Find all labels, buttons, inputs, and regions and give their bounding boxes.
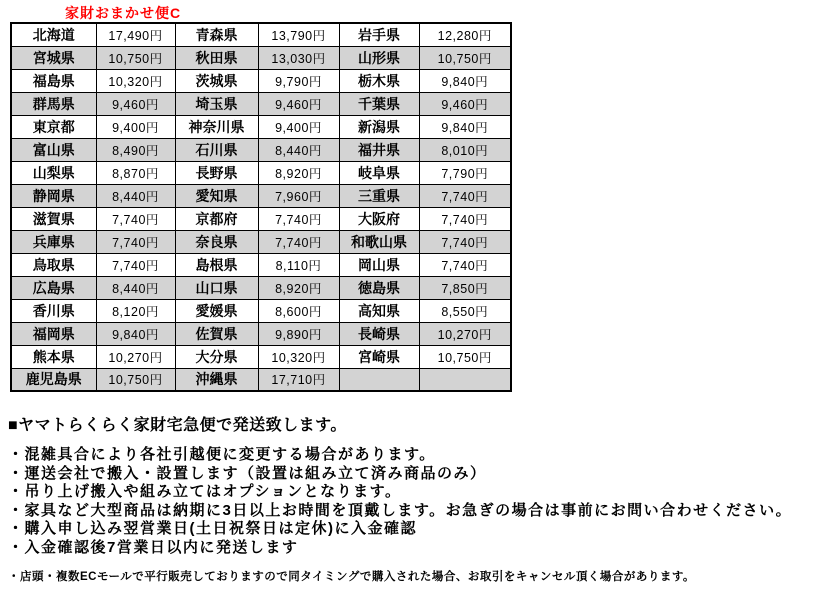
table-row: [11, 207, 511, 230]
price-cell: 8,550円: [419, 299, 511, 322]
prefecture-cell: 山口県: [175, 276, 258, 299]
price-cell: 7,740円: [258, 207, 339, 230]
table-row: [11, 69, 511, 92]
price-cell: 8,920円: [258, 161, 339, 184]
prefecture-cell: 鳥取県: [11, 253, 96, 276]
prefecture-cell: 秋田県: [175, 46, 258, 69]
prefecture-cell: 群馬県: [11, 92, 96, 115]
price-cell: 10,750円: [96, 46, 175, 69]
price-cell: 10,750円: [419, 345, 511, 368]
price-cell: 8,440円: [96, 276, 175, 299]
prefecture-cell: 滋賀県: [11, 207, 96, 230]
shipping-notes-section: [8, 412, 820, 584]
price-cell: 12,280円: [419, 23, 511, 46]
price-cell: 13,790円: [258, 23, 339, 46]
prefecture-cell: 長野県: [175, 161, 258, 184]
price-cell: 9,460円: [419, 92, 511, 115]
price-cell: 7,740円: [96, 207, 175, 230]
price-cell: 8,870円: [96, 161, 175, 184]
prefecture-cell: 福井県: [339, 138, 419, 161]
price-cell: 13,030円: [258, 46, 339, 69]
prefecture-cell: 愛媛県: [175, 299, 258, 322]
table-row: [11, 184, 511, 207]
price-cell: 7,740円: [419, 230, 511, 253]
price-cell: 8,920円: [258, 276, 339, 299]
price-cell: 9,460円: [96, 92, 175, 115]
prefecture-cell: 岩手県: [339, 23, 419, 46]
price-cell: 9,460円: [258, 92, 339, 115]
prefecture-cell: 東京都: [11, 115, 96, 138]
prefecture-cell: 石川県: [175, 138, 258, 161]
price-cell: 9,890円: [258, 322, 339, 345]
price-cell: 10,750円: [419, 46, 511, 69]
price-cell: 17,710円: [258, 368, 339, 391]
prefecture-cell: 長崎県: [339, 322, 419, 345]
prefecture-cell: 富山県: [11, 138, 96, 161]
prefecture-cell: 青森県: [175, 23, 258, 46]
prefecture-cell: 神奈川県: [175, 115, 258, 138]
prefecture-cell: 鹿児島県: [11, 368, 96, 391]
table-row: [11, 115, 511, 138]
price-cell: 7,790円: [419, 161, 511, 184]
price-cell: 7,740円: [96, 253, 175, 276]
price-cell: 10,270円: [96, 345, 175, 368]
shipping-notes-heading: ■ヤマトらくらく家財宅急便で発送致します。: [8, 417, 347, 434]
table-row: [11, 46, 511, 69]
table-row: [11, 230, 511, 253]
table-row: [11, 345, 511, 368]
prefecture-cell: 山梨県: [11, 161, 96, 184]
table-row: [11, 138, 511, 161]
prefecture-cell: 大分県: [175, 345, 258, 368]
price-cell: 9,840円: [96, 322, 175, 345]
shipping-note-item: ・家具など大型商品は納期に3日以上お時間を頂戴します。お急ぎの場合は事前にお問い合わせください。: [8, 501, 793, 519]
table-row: [11, 23, 511, 46]
table-row: [11, 322, 511, 345]
prefecture-cell: 香川県: [11, 299, 96, 322]
prefecture-cell: 宮城県: [11, 46, 96, 69]
price-cell: 8,010円: [419, 138, 511, 161]
price-cell: 9,400円: [258, 115, 339, 138]
prefecture-cell: 愛知県: [175, 184, 258, 207]
table-row: [11, 276, 511, 299]
prefecture-cell: 京都府: [175, 207, 258, 230]
price-cell: 7,740円: [419, 184, 511, 207]
shipping-fee-table: [10, 22, 512, 392]
price-cell: 7,850円: [419, 276, 511, 299]
prefecture-cell: 新潟県: [339, 115, 419, 138]
price-cell: 8,440円: [258, 138, 339, 161]
price-cell: 9,790円: [258, 69, 339, 92]
price-cell: 8,120円: [96, 299, 175, 322]
price-cell: 9,400円: [96, 115, 175, 138]
price-cell: 9,840円: [419, 69, 511, 92]
prefecture-cell: 岐阜県: [339, 161, 419, 184]
prefecture-cell: 宮崎県: [339, 345, 419, 368]
price-cell: 9,840円: [419, 115, 511, 138]
prefecture-cell: 熊本県: [11, 345, 96, 368]
table-row: [11, 161, 511, 184]
shipping-notes-footnote: ・店頭・複数ECモールで平行販売しておりますので同タイミングで購入された場合、お取引をキャンセル頂く場合があります。: [8, 571, 695, 583]
prefecture-cell: 三重県: [339, 184, 419, 207]
price-cell: 7,960円: [258, 184, 339, 207]
shipping-note-item: ・吊り上げ搬入や組み立てはオプションとなります。: [8, 483, 402, 500]
price-cell: 10,270円: [419, 322, 511, 345]
price-cell: 8,600円: [258, 299, 339, 322]
shipping-note-item: ・混雑具合により各社引越便に変更する場合があります。: [8, 446, 436, 463]
price-cell: 17,490円: [96, 23, 175, 46]
price-cell: 7,740円: [96, 230, 175, 253]
prefecture-cell: 静岡県: [11, 184, 96, 207]
prefecture-cell: 兵庫県: [11, 230, 96, 253]
prefecture-cell: 島根県: [175, 253, 258, 276]
prefecture-cell: 茨城県: [175, 69, 258, 92]
price-cell: 10,320円: [258, 345, 339, 368]
table-row: [11, 368, 511, 391]
price-cell: 8,440円: [96, 184, 175, 207]
shipping-note-item: ・入金確認後7営業日以内に発送します: [8, 538, 299, 556]
price-cell: 8,490円: [96, 138, 175, 161]
prefecture-cell: 徳島県: [339, 276, 419, 299]
price-cell: 8,110円: [258, 253, 339, 276]
shipping-note-item: ・購入申し込み翌営業日(土日祝祭日は定休)に入金確認: [8, 520, 417, 537]
table-row: [11, 253, 511, 276]
price-cell: 10,320円: [96, 69, 175, 92]
shipping-note-item: ・運送会社で搬入・設置します（設置は組み立て済み商品のみ）: [8, 464, 487, 482]
shipping-fee-table-body: [11, 23, 511, 391]
shipping-notes-list: [8, 446, 820, 557]
prefecture-cell: 北海道: [11, 23, 96, 46]
prefecture-cell: [339, 368, 419, 391]
price-cell: 7,740円: [419, 207, 511, 230]
price-cell: 7,740円: [258, 230, 339, 253]
table-row: [11, 92, 511, 115]
prefecture-cell: 埼玉県: [175, 92, 258, 115]
prefecture-cell: 福島県: [11, 69, 96, 92]
prefecture-cell: 広島県: [11, 276, 96, 299]
price-cell: 10,750円: [96, 368, 175, 391]
shipping-service-title: 家財おまかせ便C: [65, 5, 182, 21]
table-row: [11, 299, 511, 322]
prefecture-cell: 山形県: [339, 46, 419, 69]
price-cell: 7,740円: [419, 253, 511, 276]
prefecture-cell: 奈良県: [175, 230, 258, 253]
prefecture-cell: 福岡県: [11, 322, 96, 345]
prefecture-cell: 佐賀県: [175, 322, 258, 345]
prefecture-cell: 岡山県: [339, 253, 419, 276]
price-cell: [419, 368, 511, 391]
prefecture-cell: 和歌山県: [339, 230, 419, 253]
prefecture-cell: 高知県: [339, 299, 419, 322]
prefecture-cell: 栃木県: [339, 69, 419, 92]
prefecture-cell: 千葉県: [339, 92, 419, 115]
prefecture-cell: 大阪府: [339, 207, 419, 230]
prefecture-cell: 沖縄県: [175, 368, 258, 391]
